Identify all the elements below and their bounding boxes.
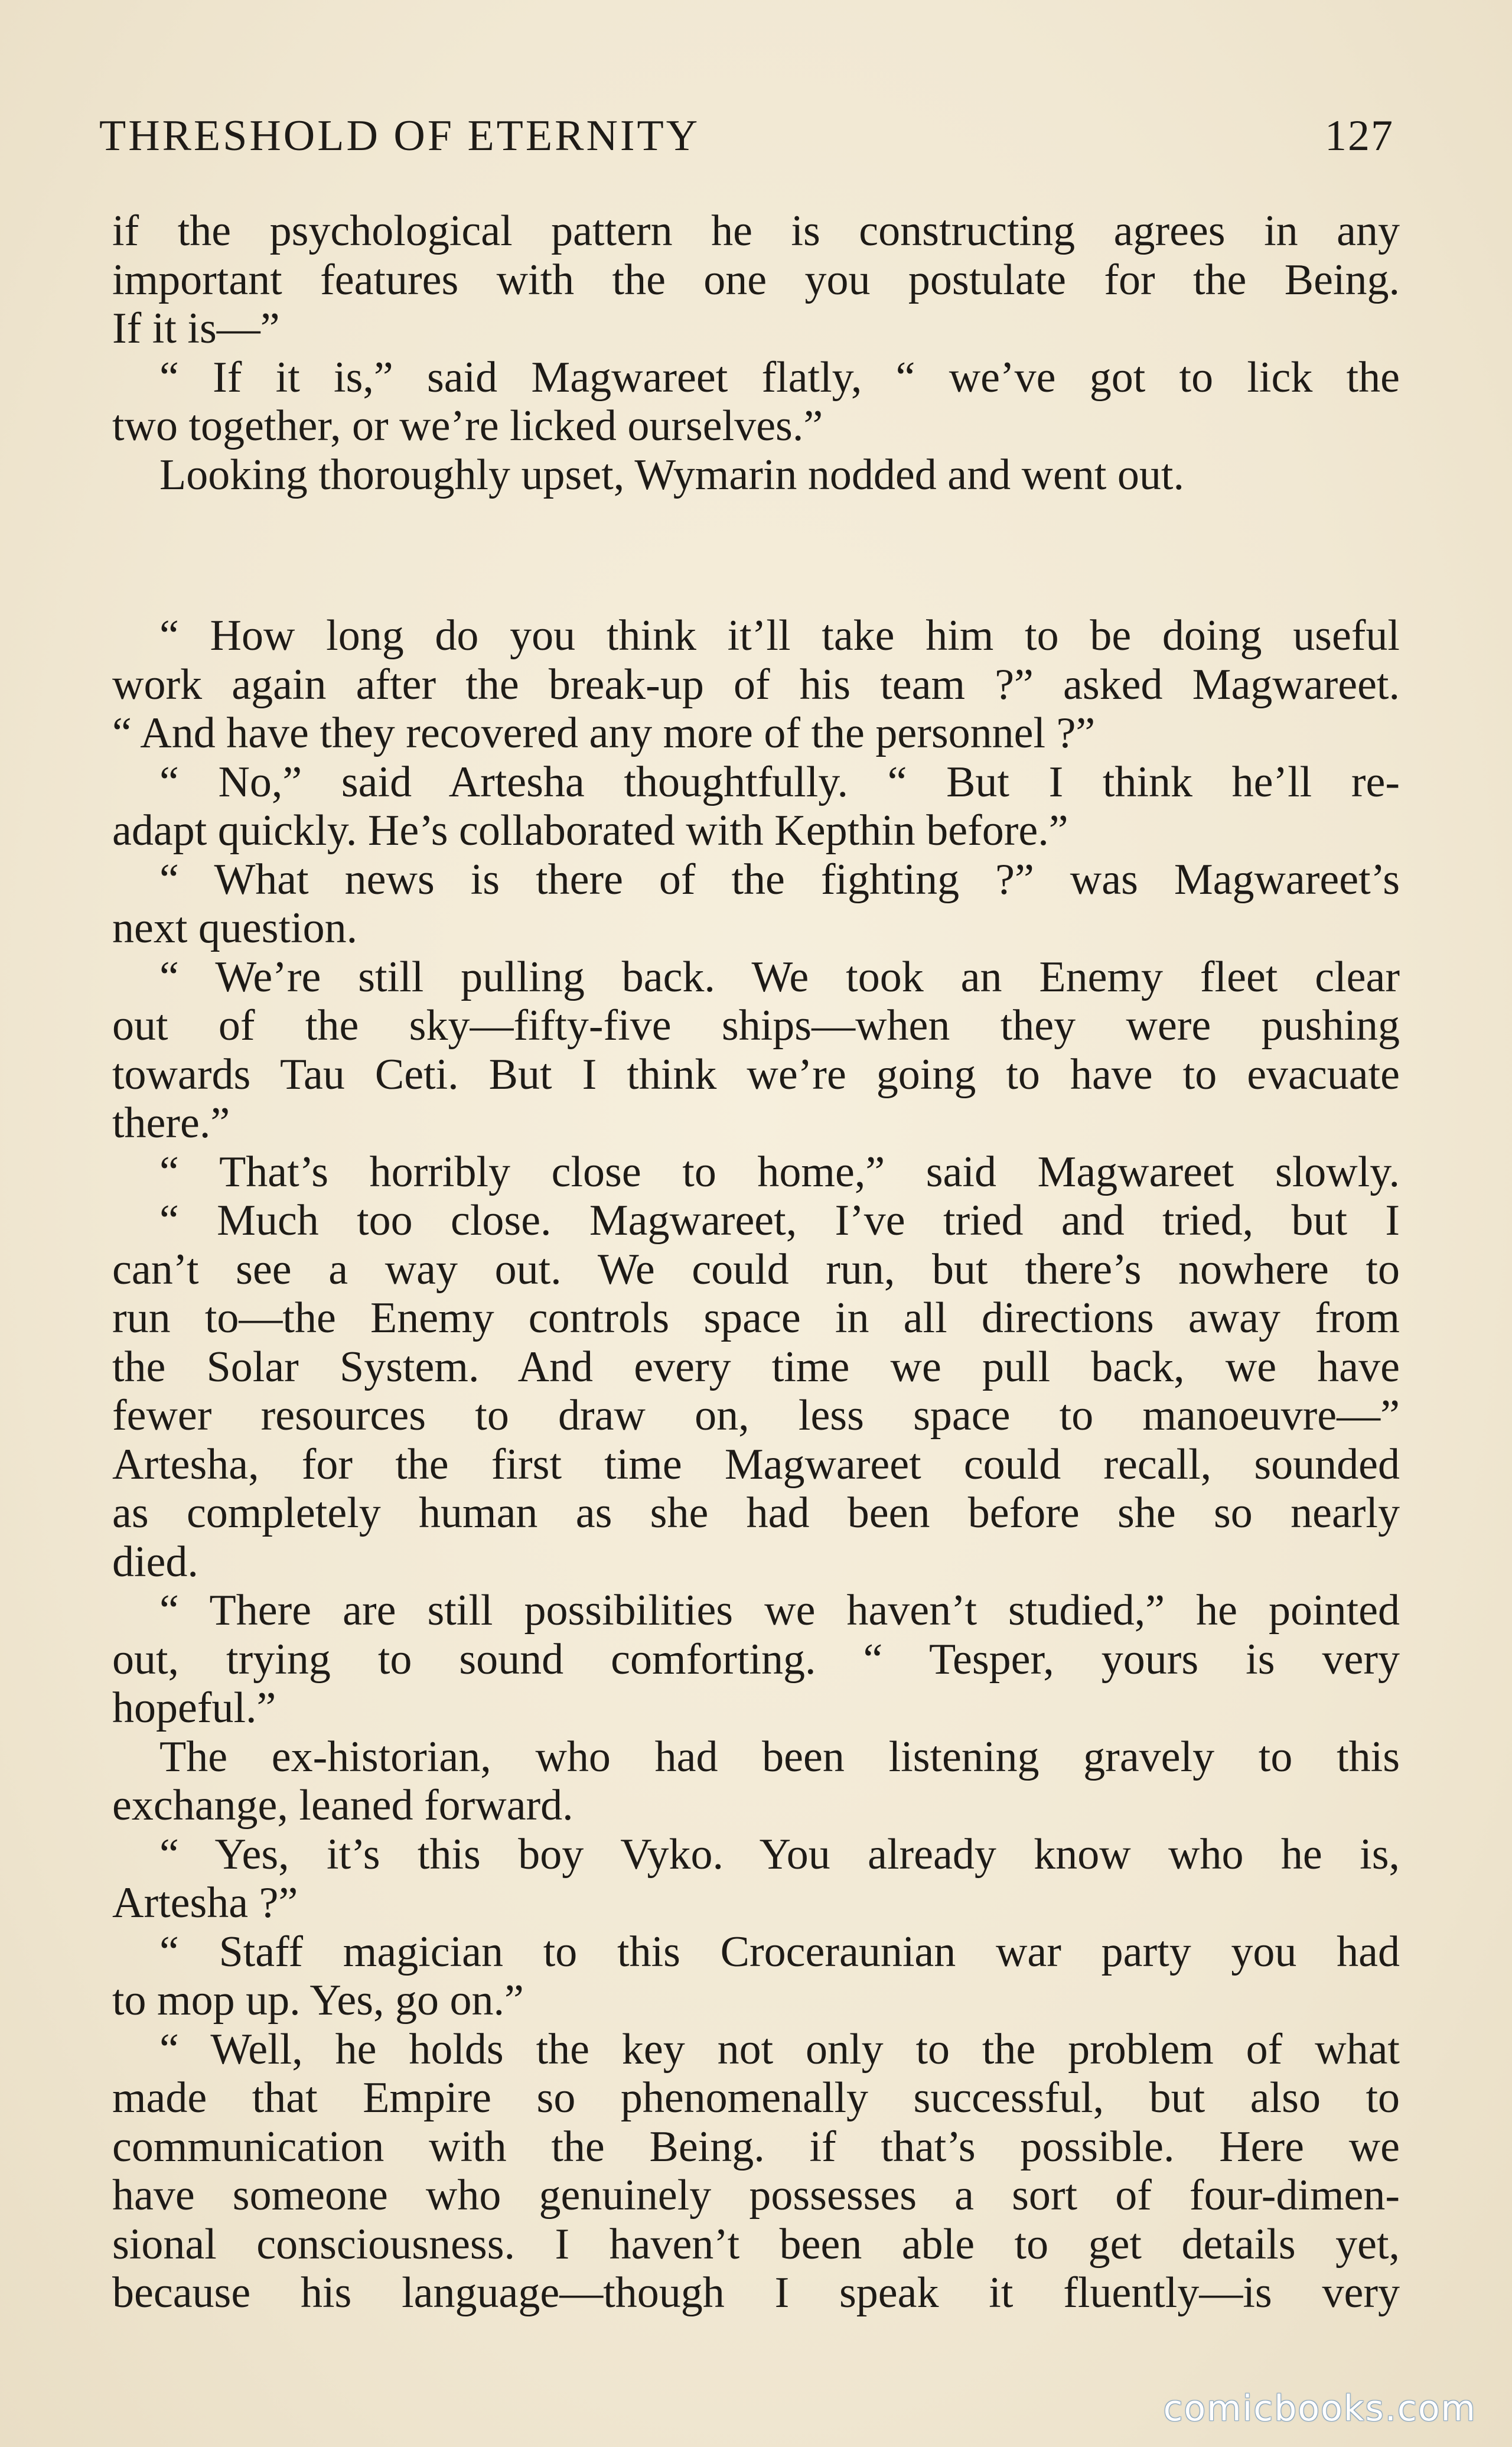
text-line: sional consciousness. I haven’t been able to get details yet, [112, 2220, 1400, 2269]
text-line: “ What news is there of the fighting ?” was Magwareet’s [159, 855, 1400, 904]
text-line: “ No,” said Artesha thoughtfully. “ But I think he’ll re- [159, 757, 1400, 806]
text-line: exchange, leaned forward. [112, 1781, 573, 1830]
text-line: adapt quickly. He’s collaborated with Kepthin before.” [112, 806, 1068, 855]
text-line: because his language—though I speak it fluently—is very [112, 2269, 1400, 2317]
running-title: THRESHOLD OF ETERNITY [99, 111, 700, 160]
text-line: hopeful.” [112, 1684, 276, 1732]
body-text [112, 207, 1400, 2318]
running-header [99, 109, 1394, 162]
page-number: 127 [1325, 111, 1394, 160]
text-line: if the psychological pattern he is constructing agrees in any [112, 207, 1400, 255]
text-line: “ Staff magician to this Croceraunian war party you had [159, 1927, 1400, 1976]
section-break [112, 499, 1400, 611]
text-line: out, trying to sound comforting. “ Tesper, yours is very [112, 1635, 1400, 1684]
text-line: Artesha, for the first time Magwareet could recall, sounded [112, 1440, 1400, 1489]
text-line: Artesha ?” [112, 1879, 298, 1927]
text-line: towards Tau Ceti. But I think we’re going to have to evacuate [112, 1050, 1400, 1099]
text-line: communication with the Being. if that’s possible. Here we [112, 2122, 1400, 2171]
text-line: next question. [112, 904, 358, 952]
text-line: fewer resources to draw on, less space to manoeuvre—” [112, 1391, 1400, 1440]
text-line: as completely human as she had been before she so nearly [112, 1489, 1400, 1537]
text-line: run to—the Enemy controls space in all directions away from [112, 1294, 1400, 1342]
text-line: Looking thoroughly upset, Wymarin nodded and went out. [159, 450, 1184, 499]
text-line: “ There are still possibilities we haven’t studied,” he pointed [159, 1586, 1400, 1635]
text-line: died. [112, 1537, 198, 1586]
text-line: can’t see a way out. We could run, but there’s nowhere to [112, 1245, 1400, 1294]
text-line: “ If it is,” said Magwareet flatly, “ we’ve got to lick the [159, 353, 1400, 402]
text-line: out of the sky—fifty-five ships—when they were pushing [112, 1001, 1400, 1050]
text-line: If it is—” [112, 304, 280, 353]
text-line: two together, or we’re licked ourselves.” [112, 402, 823, 450]
text-line: “ Much too close. Magwareet, I’ve tried and tried, but I [159, 1196, 1400, 1245]
text-line: work again after the break-up of his team ?” asked Magwareet. [112, 660, 1400, 709]
text-line: “ That’s horribly close to home,” said Magwareet slowly. [159, 1147, 1400, 1196]
text-line: “ Well, he holds the key not only to the problem of what [159, 2025, 1400, 2074]
text-line: to mop up. Yes, go on.” [112, 1976, 524, 2025]
text-line: “ And have they recovered any more of the personnel ?” [112, 709, 1096, 757]
text-line: made that Empire so phenomenally successful, but also to [112, 2074, 1400, 2122]
text-line: there.” [112, 1099, 230, 1147]
text-line: “ How long do you think it’ll take him to be doing useful [159, 611, 1400, 660]
text-line: “ Yes, it’s this boy Vyko. You already know who he is, [159, 1830, 1400, 1879]
text-line: The ex-historian, who had been listening gravely to this [159, 1732, 1400, 1781]
text-line: important features with the one you postulate for the Being. [112, 255, 1400, 304]
text-line: the Solar System. And every time we pull back, we have [112, 1342, 1400, 1391]
text-line: “ We’re still pulling back. We took an Enemy fleet clear [159, 952, 1400, 1001]
watermark: comicbooks.com [1163, 2388, 1477, 2429]
text-line: have someone who genuinely possesses a sort of four-dimen- [112, 2171, 1400, 2220]
